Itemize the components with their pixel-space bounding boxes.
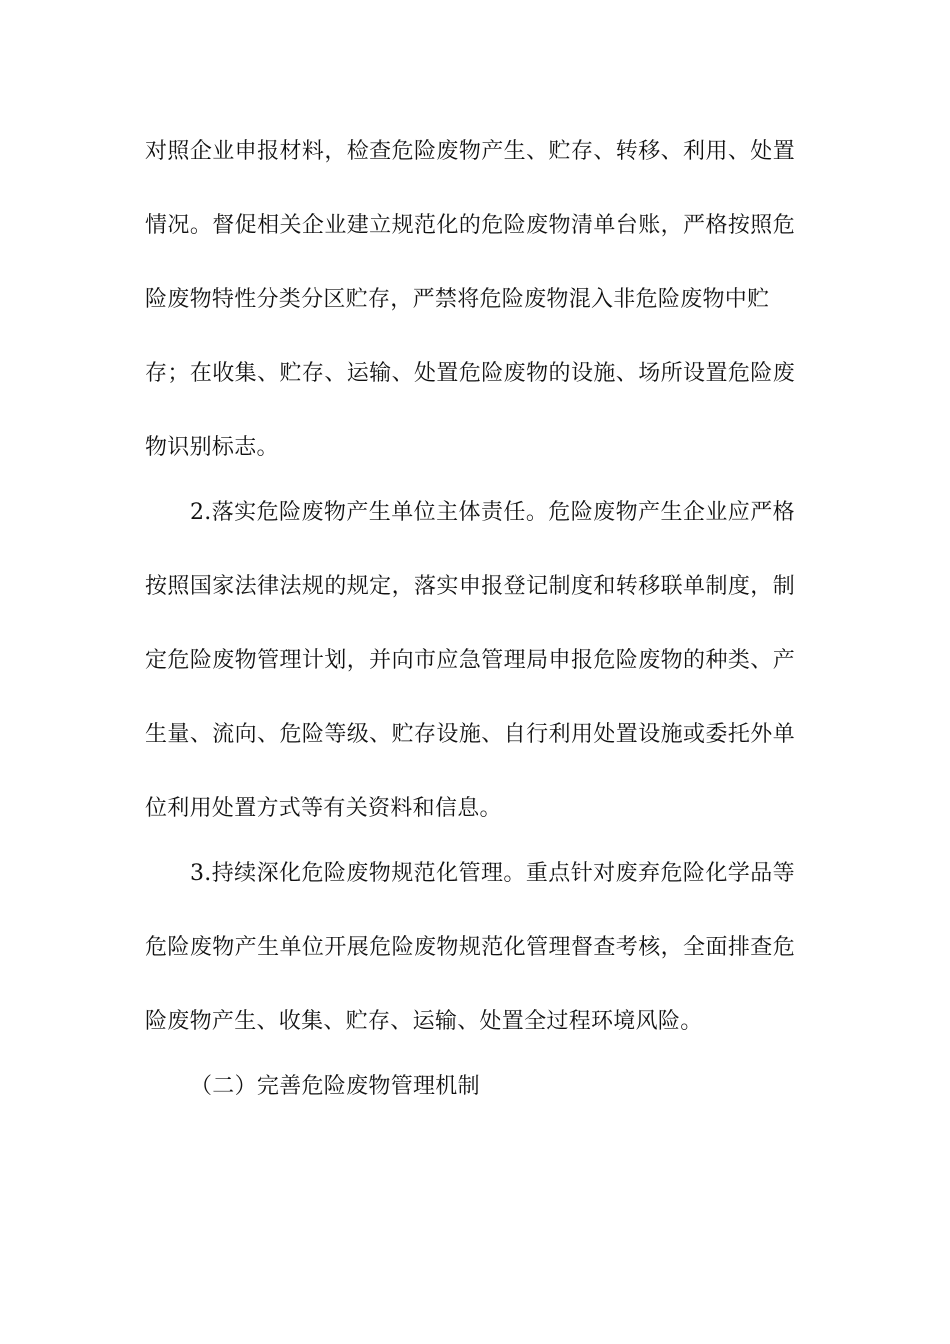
text-line-5: 物识别标志。: [145, 435, 279, 460]
text-line-11: 3.持续深化危险废物规范化管理。重点针对废弃危险化学品等: [190, 861, 795, 886]
section-heading: （二）完善危险废物管理机制: [190, 1074, 480, 1099]
text-line-1: 对照企业申报材料，检查危险废物产生、贮存、转移、利用、处置: [145, 139, 795, 164]
text-line-3: 险废物特性分类分区贮存，严禁将危险废物混入非危险废物中贮: [145, 287, 770, 312]
text-line-12: 危险废物产生单位开展危险废物规范化管理督查考核，全面排查危: [145, 935, 795, 960]
text-line-6: 2.落实危险废物产生单位主体责任。危险废物产生企业应严格: [190, 500, 795, 525]
text-line-13: 险废物产生、收集、贮存、运输、处置全过程环境风险。: [145, 1009, 703, 1034]
text-line-2: 情况。督促相关企业建立规范化的危险废物清单台账，严格按照危: [145, 213, 795, 238]
text-line-10: 位利用处置方式等有关资料和信息。: [145, 796, 502, 821]
text-line-4: 存；在收集、贮存、运输、处置危险废物的设施、场所设置危险废: [145, 361, 795, 386]
text-line-8: 定危险废物管理计划，并向市应急管理局申报危险废物的种类、产: [145, 648, 795, 673]
text-line-9: 生量、流向、危险等级、贮存设施、自行利用处置设施或委托外单: [145, 722, 795, 747]
text-line-7: 按照国家法律法规的规定，落实申报登记制度和转移联单制度，制: [145, 574, 795, 599]
